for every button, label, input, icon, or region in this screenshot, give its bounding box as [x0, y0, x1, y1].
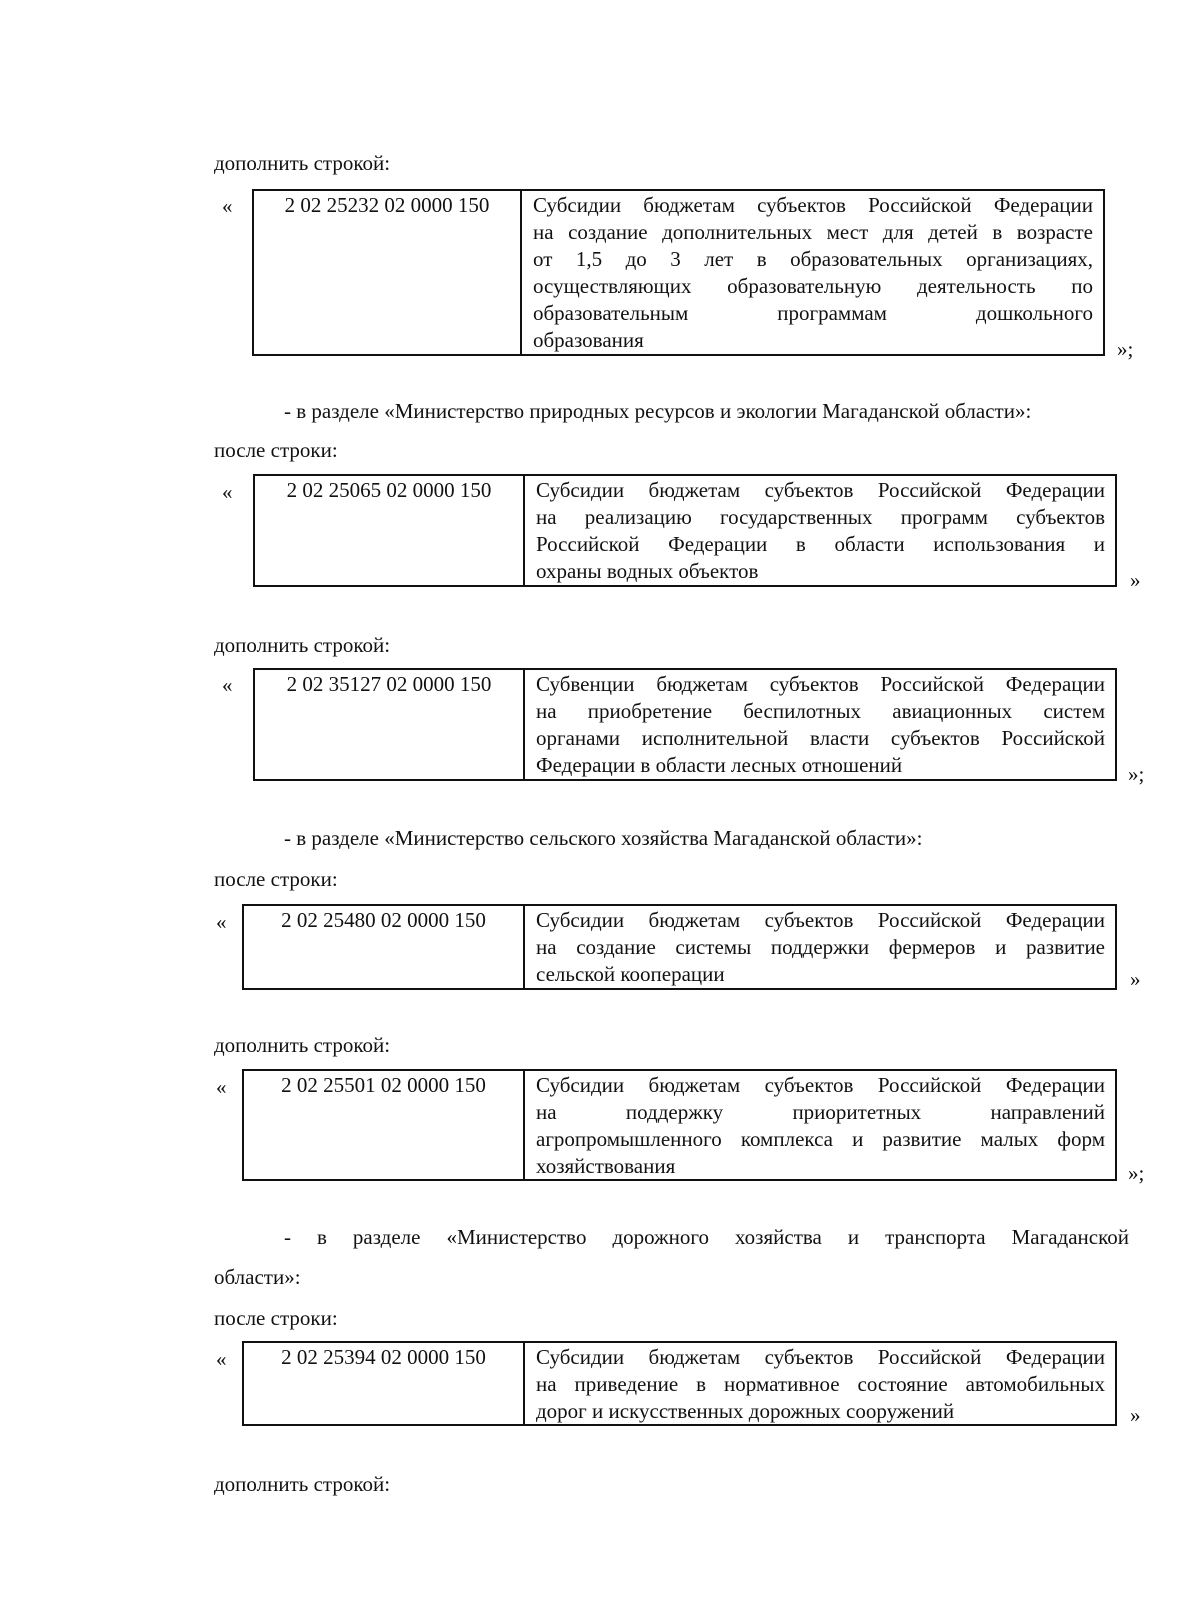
description-line: осуществляющих образовательную деятельность по	[533, 274, 1093, 298]
table-row	[242, 1341, 1117, 1426]
table-row	[242, 904, 1117, 990]
instruction-after-row: после строки:	[214, 438, 338, 462]
description-line: на поддержку приоритетных направлений	[536, 1100, 1105, 1124]
close-quote: »;	[1128, 1161, 1145, 1185]
description-line: Российской Федерации в области использования и	[536, 532, 1105, 556]
row-code: 2 02 35127 02 0000 150	[255, 670, 525, 779]
table-row	[253, 474, 1117, 587]
open-quote: «	[222, 673, 233, 697]
open-quote: «	[222, 194, 233, 218]
description-line: на создание системы поддержки фермеров и развитие	[536, 935, 1105, 959]
section-heading-continued: области»:	[214, 1265, 301, 1289]
instruction-add-row: дополнить строкой:	[214, 1033, 391, 1057]
description-line: на приведение в нормативное состояние автомобильных	[536, 1372, 1105, 1396]
description-line: от 1,5 до 3 лет в образовательных организациях,	[533, 247, 1093, 271]
description-line: охраны водных объектов	[536, 559, 759, 583]
row-description	[525, 1071, 1115, 1179]
section-heading: - в разделе «Министерство сельского хозяйства Магаданской области»:	[284, 826, 923, 850]
close-quote: »	[1130, 967, 1141, 991]
instruction-add-row: дополнить строкой:	[214, 633, 391, 657]
description-line: образования	[533, 328, 644, 352]
description-line: Субсидии бюджетам субъектов Российской Федерации	[536, 908, 1105, 932]
close-quote: »	[1130, 1403, 1141, 1427]
row-code: 2 02 25480 02 0000 150	[244, 906, 525, 988]
description-line: Субсидии бюджетам субъектов Российской Федерации	[533, 193, 1093, 217]
description-line: хозяйствования	[536, 1154, 676, 1178]
row-code: 2 02 25501 02 0000 150	[244, 1071, 525, 1179]
close-quote: »;	[1128, 762, 1145, 786]
open-quote: «	[216, 1075, 227, 1099]
description-line: Субсидии бюджетам субъектов Российской Федерации	[536, 1345, 1105, 1369]
description-line: образовательным программам дошкольного	[533, 301, 1093, 325]
row-description	[525, 1343, 1115, 1424]
row-description	[525, 670, 1115, 779]
open-quote: «	[222, 480, 233, 504]
open-quote: «	[216, 1347, 227, 1371]
row-description	[525, 476, 1115, 585]
description-line: дорог и искусственных дорожных сооружений	[536, 1399, 955, 1423]
close-quote: »	[1130, 568, 1141, 592]
row-description	[525, 906, 1115, 988]
description-line: органами исполнительной власти субъектов Российской	[536, 726, 1105, 750]
description-line: Федерации в области лесных отношений	[536, 753, 903, 777]
description-line: на реализацию государственных программ субъектов	[536, 505, 1105, 529]
instruction-after-row: после строки:	[214, 1306, 338, 1330]
table-row	[253, 668, 1117, 781]
row-description	[522, 191, 1103, 354]
description-line: на создание дополнительных мест для детей в возрасте	[533, 220, 1093, 244]
row-code: 2 02 25394 02 0000 150	[244, 1343, 525, 1424]
table-row	[242, 1069, 1117, 1181]
description-line: сельской кооперации	[536, 962, 725, 986]
row-code: 2 02 25232 02 0000 150	[254, 191, 522, 354]
instruction-after-row: после строки:	[214, 867, 338, 891]
instruction-add-row: дополнить строкой:	[214, 1472, 391, 1496]
open-quote: «	[216, 910, 227, 934]
description-line: Субвенции бюджетам субъектов Российской Федерации	[536, 672, 1105, 696]
table-row	[252, 189, 1105, 356]
row-code: 2 02 25065 02 0000 150	[255, 476, 525, 585]
description-line: агропромышленного комплекса и развитие малых форм	[536, 1127, 1105, 1151]
description-line: Субсидии бюджетам субъектов Российской Федерации	[536, 1073, 1105, 1097]
section-heading: - в разделе «Министерство дорожного хозяйства и транспорта Магаданской	[284, 1225, 1129, 1249]
description-line: Субсидии бюджетам субъектов Российской Федерации	[536, 478, 1105, 502]
section-heading: - в разделе «Министерство природных ресурсов и экологии Магаданской области»:	[284, 399, 1032, 423]
description-line: на приобретение беспилотных авиационных систем	[536, 699, 1105, 723]
close-quote: »;	[1117, 337, 1134, 361]
instruction-add-row: дополнить строкой:	[214, 151, 391, 175]
